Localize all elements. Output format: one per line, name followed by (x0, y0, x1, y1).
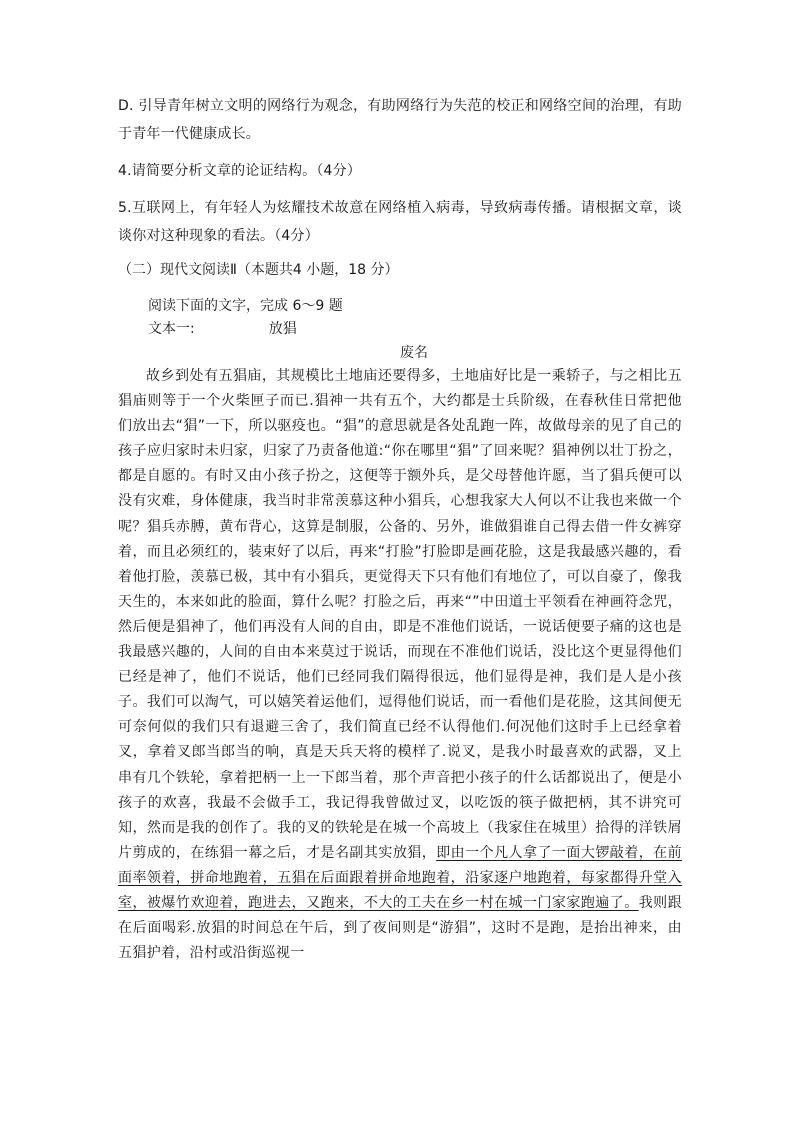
question-5: 5.互联网上，有年轻人为炫耀技术故意在网络植入病毒，导致病毒传播。请根据文章，谈谈你对这种现象的看法。（4分） (118, 200, 682, 244)
text-title-line (148, 319, 297, 339)
instruction: 阅读下面的文字，完成 6～9 题 (148, 298, 343, 314)
passage-text: 故乡到处有五猖庙，其规模比土地庙还要得多，土地庙好比是一乘轿子，与之相比五猖庙则等于一个火柴匣子而已.猖神一共有五个，大约都是士兵阶级，在春秋佳日常把他们放出去“猖”一下，所以驱疫也。“猖”的意思就是各处乱跑一阵，故做母亲的见了自己的孩子应归家时未归家，归家了乃责备他道:“你在哪里“猖”了回来呢？猖神例以壮丁扮之，都是自愿的。有时又由小孩子扮之，这便等于额外兵，是父母替他许愿，当了猖兵便可以没有灾难，身体健康，我当时非常羡慕这种小猖兵，心想我家大人何以不让我也来做一个呢？猖兵赤膊，黄布背心，这算是制服，公备的、另外，谁做猖谁自己得去借一件女裤穿着，而且必须红的，装束好了以后，再来“打脸”打脸即是画花脸，这是我最感兴趣的，看着他打脸，羡慕已极，其中有小猖兵，更觉得天下只有他们有地位了，可以自豪了，像我天生的，本来如此的脸面，算什么呢？打脸之后，再来“”中田道士平领看在神画符念咒，然后便是猖神了，他们再没有人间的自由，即是不准他们说话，一说话便要子痛的这也是我最感兴趣的，人间的自由本来莫过于说话，而现在不准他们说话，没比这个更显得他们已经是神了，他们不说话，他们已经同我们隔得很远，他们显得是神，我们是人是小孩子。我们可以淘气，可以嬉笑着运他们，逗得他们说话，而一看他们是花脸，这其间便无可奈何似的我们只有退避三舍了，我们简直已经不认得他们.何况他们这时手上已经拿着叉，拿着叉郎当郎当的响，真是天兵天将的模样了.说叉，是我小时最喜欢的武器，叉上串有几个铁轮，拿着把柄一上一下郎当着，那个声音把小孩子的什么话都说出了，便是小孩子的欢喜，我最不会做手工，我记得我曾做过叉，以吃饭的筷子做把柄，其不讲究可知，然而是我的创作了。我的叉的铁轮是在城一个高坡上（我家住在城里）拾得的洋铁屑片剪成的，在练猖一幕之后，才是名副其实放猖， (118, 368, 682, 861)
passage-underlined-text: 即由一个凡人拿了一面大锣敲着，在前面率领着，拼命地跑着，五猖在后面跟着拼命地跑着，沿家逐户地跑着，每家都得升堂入室，被爆竹欢迎着，跑进去，又跑来，不大的工夫在乡一村在城一门家家跑遍了。 (118, 844, 682, 911)
passage-text-continued: 我则跟在后面喝彩.放猖的时间总在午后，到了夜间则是“游猖”，这时不是跑，是抬出神来，由五猖护着，沿村或沿街巡视一 (118, 894, 682, 962)
essay-title: 放猖 (268, 321, 297, 337)
author: 废名 (400, 345, 428, 361)
question-4: 4.请简要分析文章的论证结构。（4分） (118, 163, 362, 179)
section-heading: （二）现代文阅读Ⅱ（本题共4 小题，18 分） (118, 262, 399, 278)
text-label: 文本一: (148, 321, 195, 337)
option-d: D. 引导青年树立文明的网络行为观念，有助网络行为失范的校正和网络空间的治理，有助于青年一代健康成长。 (118, 98, 682, 142)
passage-body (118, 364, 682, 966)
